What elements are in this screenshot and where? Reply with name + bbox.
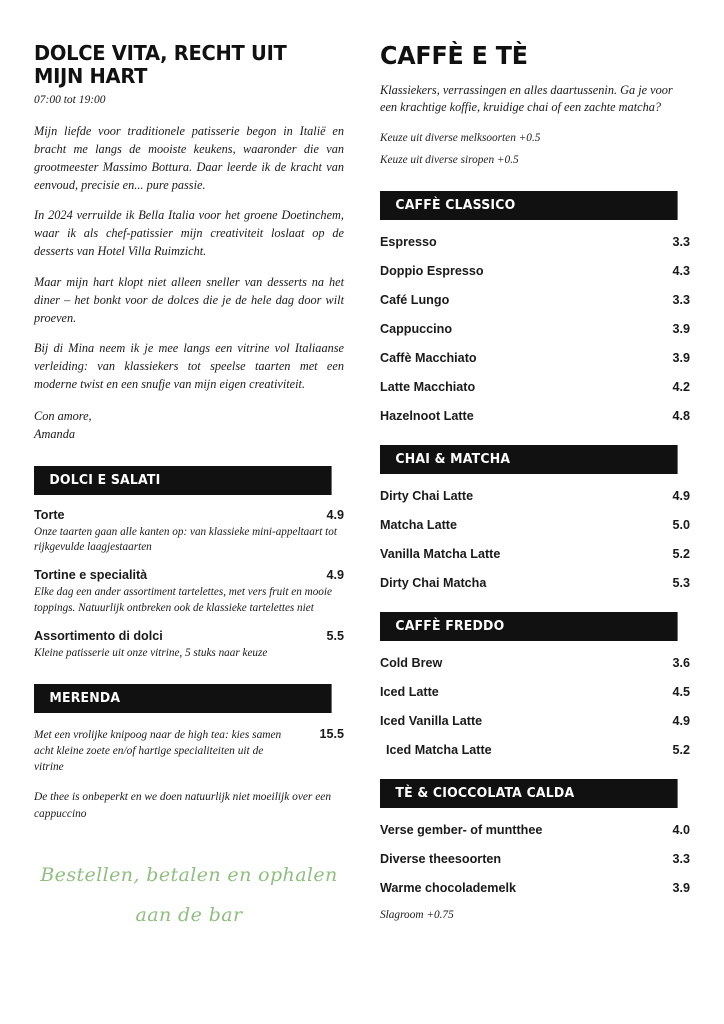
drink-item <box>380 576 690 590</box>
section-caffe-freddo <box>380 612 690 757</box>
drink-item <box>380 881 690 895</box>
drink-item <box>380 409 690 423</box>
drink-item <box>380 852 690 866</box>
item-price: 5.0 <box>672 518 690 533</box>
item-name: Iced Matcha Latte <box>386 743 492 758</box>
item-name: Doppio Espresso <box>380 264 484 279</box>
item-price: 3.3 <box>672 852 690 867</box>
slagroom-note: Slagroom +0.75 <box>380 909 454 922</box>
section-te-cioccolata <box>380 779 690 895</box>
menu-item <box>34 629 344 661</box>
section-header-chai-matcha: CHAI & MATCHA <box>380 445 678 474</box>
item-name: Torte <box>34 507 65 522</box>
item-price: 4.3 <box>672 264 690 279</box>
menu-item <box>34 727 344 776</box>
item-price: 4.9 <box>672 714 690 729</box>
section-caffe-classico <box>380 191 690 423</box>
section-header-caffe-freddo: CAFFÈ FREDDO <box>380 612 678 641</box>
drinks-intro: Klassiekers, verrassingen en alles daartussenin. Ga je voor een krachtige koffie, kruidige chai of een zachte matcha? <box>380 82 673 114</box>
signoff-line-1: Con amore, <box>34 408 92 423</box>
intro-paragraph-4: Bij di Mina neem ik je mee langs een vitrine vol Italiaanse verleiding: van klassiekers tot speelse taarten met een moderne twist en een snufje van mijn eigen creativiteit. <box>34 341 344 392</box>
item-price: 5.2 <box>672 547 690 562</box>
section-dolci-e-salati <box>34 466 344 662</box>
drink-item <box>380 351 690 365</box>
section-chai-matcha <box>380 445 690 590</box>
section-header-merenda: MERENDA <box>34 684 332 713</box>
item-price: 4.2 <box>672 380 690 395</box>
signoff-line-2: Amanda <box>34 426 75 441</box>
drink-item <box>380 518 690 532</box>
item-price: 4.8 <box>672 409 690 424</box>
drink-item <box>380 322 690 336</box>
item-price: 5.5 <box>326 629 344 644</box>
drink-item <box>380 235 690 249</box>
item-name: Tortine e specialità <box>34 568 148 583</box>
item-name: Hazelnoot Latte <box>380 409 474 424</box>
drink-item <box>380 380 690 394</box>
item-price: 3.9 <box>672 881 690 896</box>
drink-item <box>380 656 690 670</box>
syrup-option-note: Keuze uit diverse siropen +0.5 <box>380 153 519 166</box>
item-name: Vanilla Matcha Latte <box>380 547 501 562</box>
item-name: Cappuccino <box>380 322 453 337</box>
drink-item <box>380 293 690 307</box>
intro-paragraph-3: Maar mijn hart klopt niet alleen sneller van desserts na het diner – het bonkt voor de dolces die je de hele dag door wilt proeven. <box>34 274 344 325</box>
item-price: 3.6 <box>672 656 690 671</box>
opening-hours: 07:00 tot 19:00 <box>34 94 106 107</box>
signoff <box>34 408 344 444</box>
item-name: Diverse theesoorten <box>380 852 502 867</box>
item-name: Assortimento di dolci <box>34 629 163 644</box>
item-name: Iced Vanilla Latte <box>380 714 483 729</box>
item-name: Espresso <box>380 235 437 250</box>
section-merenda <box>34 684 344 822</box>
drink-item <box>380 743 690 757</box>
drink-item <box>380 264 690 278</box>
item-price: 4.9 <box>326 507 344 522</box>
item-price: 4.9 <box>326 568 344 583</box>
item-description: Met een vrolijke knipoog naar de high tea: kies samen acht kleine zoete en/of hartige specialiteiten uit de vitrine <box>34 728 282 774</box>
drink-item <box>380 823 690 837</box>
section-header-dolci: DOLCI E SALATI <box>34 466 332 495</box>
section-header-caffe-classico: CAFFÈ CLASSICO <box>380 191 678 220</box>
drinks-options-notes <box>380 130 690 169</box>
intro-paragraph-2: In 2024 verruilde ik Bella Italia voor het groene Doetinchem, waar ik als chef-patissier mijn creativiteit loslaat op de desserts van Hotel Villa Ruimzicht. <box>34 208 344 259</box>
left-column <box>34 42 344 1014</box>
item-name: Cold Brew <box>380 656 443 671</box>
item-name: Warme chocolademelk <box>380 881 517 896</box>
footer-line-2: aan de bar <box>135 903 243 926</box>
item-price: 3.9 <box>672 322 690 337</box>
item-name: Verse gember- of muntthee <box>380 823 543 838</box>
item-description: Kleine patisserie uit onze vitrine, 5 stuks naar keuze <box>34 647 268 660</box>
right-column <box>380 42 690 1014</box>
page-title: DOLCE VITA, RECHT UIT MIJN HART <box>34 41 287 88</box>
intro-paragraph-1: Mijn liefde voor traditionele patisserie begon in Italië en bracht me langs de mooiste keukens, waaronder die van grootmeester Massimo Bottura. Daar leerde ik de kracht van eenvoud, precisie en... pure passie. <box>34 124 344 192</box>
drink-item <box>380 714 690 728</box>
item-price: 5.2 <box>672 743 690 758</box>
item-price: 3.9 <box>672 351 690 366</box>
drink-item <box>380 547 690 561</box>
footer-note <box>34 856 344 936</box>
item-price: 4.0 <box>672 823 690 838</box>
menu-item <box>34 568 344 616</box>
drink-item <box>380 685 690 699</box>
item-price: 3.3 <box>672 235 690 250</box>
item-name: Latte Macchiato <box>380 380 476 395</box>
item-description: Elke dag een ander assortiment tartelettes, met vers fruit en mooie toppings. Natuurlijk ontbreken ook de klassieke tartelettes niet <box>34 586 332 614</box>
footer-line-1: Bestellen, betalen en ophalen <box>40 863 338 886</box>
item-price: 5.3 <box>672 576 690 591</box>
drinks-title: CAFFÈ E TÈ <box>380 41 528 70</box>
section-header-te-cioccolata: TÈ & CIOCCOLATA CALDA <box>380 779 678 808</box>
item-price: 15.5 <box>319 726 344 741</box>
item-name: Matcha Latte <box>380 518 457 533</box>
item-name: Café Lungo <box>380 293 450 308</box>
item-name: Iced Latte <box>380 685 439 700</box>
merenda-note: De thee is onbeperkt en we doen natuurlijk niet moeilijk over een cappuccino <box>34 791 332 820</box>
item-price: 4.5 <box>672 685 690 700</box>
item-price: 3.3 <box>672 293 690 308</box>
menu-item <box>34 508 344 556</box>
item-name: Dirty Chai Matcha <box>380 576 487 591</box>
item-name: Dirty Chai Latte <box>380 489 474 504</box>
drink-item <box>380 489 690 503</box>
item-price: 4.9 <box>672 489 690 504</box>
item-description: Onze taarten gaan alle kanten op: van klassieke mini-appeltaart tot rijkgevulde laagjestaarten <box>34 525 337 553</box>
milk-option-note: Keuze uit diverse melksoorten +0.5 <box>380 132 541 145</box>
item-name: Caffè Macchiato <box>380 351 477 366</box>
